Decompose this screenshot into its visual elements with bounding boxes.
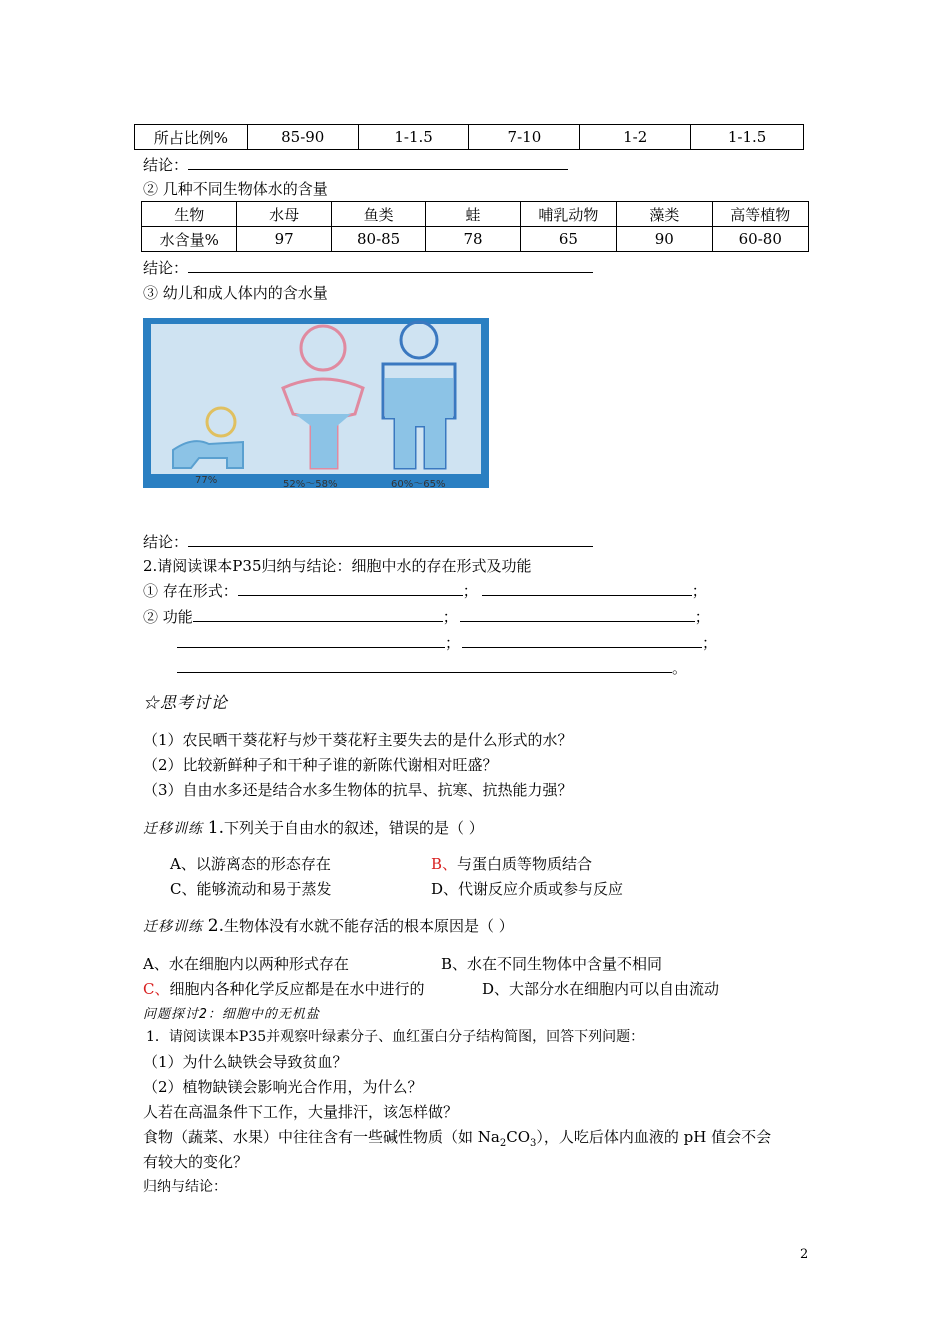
table-cell: 80-85 xyxy=(331,227,425,252)
topic-2-item: 人若在高温条件下工作，大量排汗，该怎样做？ xyxy=(143,1103,459,1121)
table-header-row xyxy=(142,202,809,227)
table-cell: 1-1.5 xyxy=(691,125,804,150)
function-line-2: ； ； xyxy=(177,632,717,653)
function-line-3: 。 xyxy=(177,657,687,678)
option-b: B、水在不同生物体中含量不相同 xyxy=(441,955,663,973)
function-line-1: ② 功能 ； ； xyxy=(143,608,710,626)
table-cell: 60-80 xyxy=(712,227,808,252)
option-c: C、能够流动和易于蒸发 xyxy=(170,880,332,898)
topic-2-item: （2）植物缺镁会影响光合作用，为什么？ xyxy=(143,1078,423,1096)
section-title: ② 几种不同生物体水的含量 xyxy=(143,180,328,198)
discussion-item: （1）农民晒干葵花籽与炒干葵花籽主要失去的是什么形式的水？ xyxy=(143,731,573,749)
section-title: ③ 幼儿和成人体内的含水量 xyxy=(143,284,328,302)
practice-2-question: 迁移训练 2.生物体没有水就不能存活的根本原因是（ ） xyxy=(143,916,514,936)
option-c: C、细胞内各种化学反应都是在水中进行的 xyxy=(143,980,425,998)
table-cell: 蛙 xyxy=(426,202,520,227)
adolescent-percent-label: 52%～58% xyxy=(283,479,338,490)
topic-2-question: 1．请阅读课本P35并观察叶绿素分子、血红蛋白分子结构简图，回答下列问题： xyxy=(146,1029,645,1045)
topic-2-item: （1）为什么缺铁会导致贫血？ xyxy=(143,1053,348,1071)
table-row xyxy=(135,125,804,150)
table-row xyxy=(142,227,809,252)
table-cell: 鱼类 xyxy=(331,202,425,227)
body-water-illustration xyxy=(143,318,489,488)
table-cell: 生物 xyxy=(142,202,237,227)
food-question-line-1: 食物（蔬菜、水果）中往往含有一些碱性物质（如 $Na_2CO_3$），人吃后体内血液的 pH 值会不会 xyxy=(143,1128,772,1149)
table-cell: 所占比例% xyxy=(135,125,248,150)
table-cell: 藻类 xyxy=(617,202,712,227)
page-number: 2 xyxy=(800,1247,809,1262)
table-cell: 高等植物 xyxy=(712,202,808,227)
table-cell: 哺乳动物 xyxy=(520,202,616,227)
table-cell: 水母 xyxy=(237,202,331,227)
body-water-figure xyxy=(143,318,489,488)
table-cell: 97 xyxy=(237,227,331,252)
question-2-title: 2.请阅读课本P35归纳与结论：细胞中水的存在形式及功能 xyxy=(143,557,532,575)
table-cell: 水含量% xyxy=(142,227,237,252)
option-b: B、与蛋白质等物质结合 xyxy=(431,855,593,873)
option-d: D、代谢反应介质或参与反应 xyxy=(431,880,624,898)
ratio-table xyxy=(134,124,804,150)
infant-percent-label: 77% xyxy=(195,475,218,486)
option-a: A、水在细胞内以两种形式存在 xyxy=(143,955,349,973)
conclusion-line-1: 结论： xyxy=(143,154,568,175)
table-cell: 65 xyxy=(520,227,616,252)
summary-label: 归纳与结论： xyxy=(143,1179,227,1195)
table-cell: 1-1.5 xyxy=(358,125,469,150)
table-cell: 1-2 xyxy=(580,125,691,150)
option-d: D、大部分水在细胞内可以自由流动 xyxy=(482,980,720,998)
discussion-item: （2）比较新鲜种子和干种子谁的新陈代谢相对旺盛？ xyxy=(143,756,498,774)
conclusion-line-2: 结论： xyxy=(143,257,593,278)
existence-form-line: ① 存在形式： ； ； xyxy=(143,582,707,600)
table-cell: 78 xyxy=(426,227,520,252)
food-question-line-2: 有较大的变化？ xyxy=(143,1153,249,1171)
practice-1-question: 迁移训练 1.下列关于自由水的叙述，错误的是（ ） xyxy=(143,818,484,838)
table-cell: 7-10 xyxy=(469,125,580,150)
discussion-item: （3）自由水多还是结合水多生物体的抗旱、抗寒、抗热能力强？ xyxy=(143,781,573,799)
water-content-table xyxy=(141,201,809,252)
option-a: A、以游离态的形态存在 xyxy=(170,855,331,873)
conclusion-line-3: 结论： xyxy=(143,531,593,552)
table-cell: 85-90 xyxy=(247,125,358,150)
discussion-title: ☆思考讨论 xyxy=(143,693,229,712)
table-cell: 90 xyxy=(617,227,712,252)
adult-percent-label: 60%～65% xyxy=(391,479,446,490)
topic-2-title: 问题探讨2：细胞中的无机盐 xyxy=(143,1007,320,1022)
